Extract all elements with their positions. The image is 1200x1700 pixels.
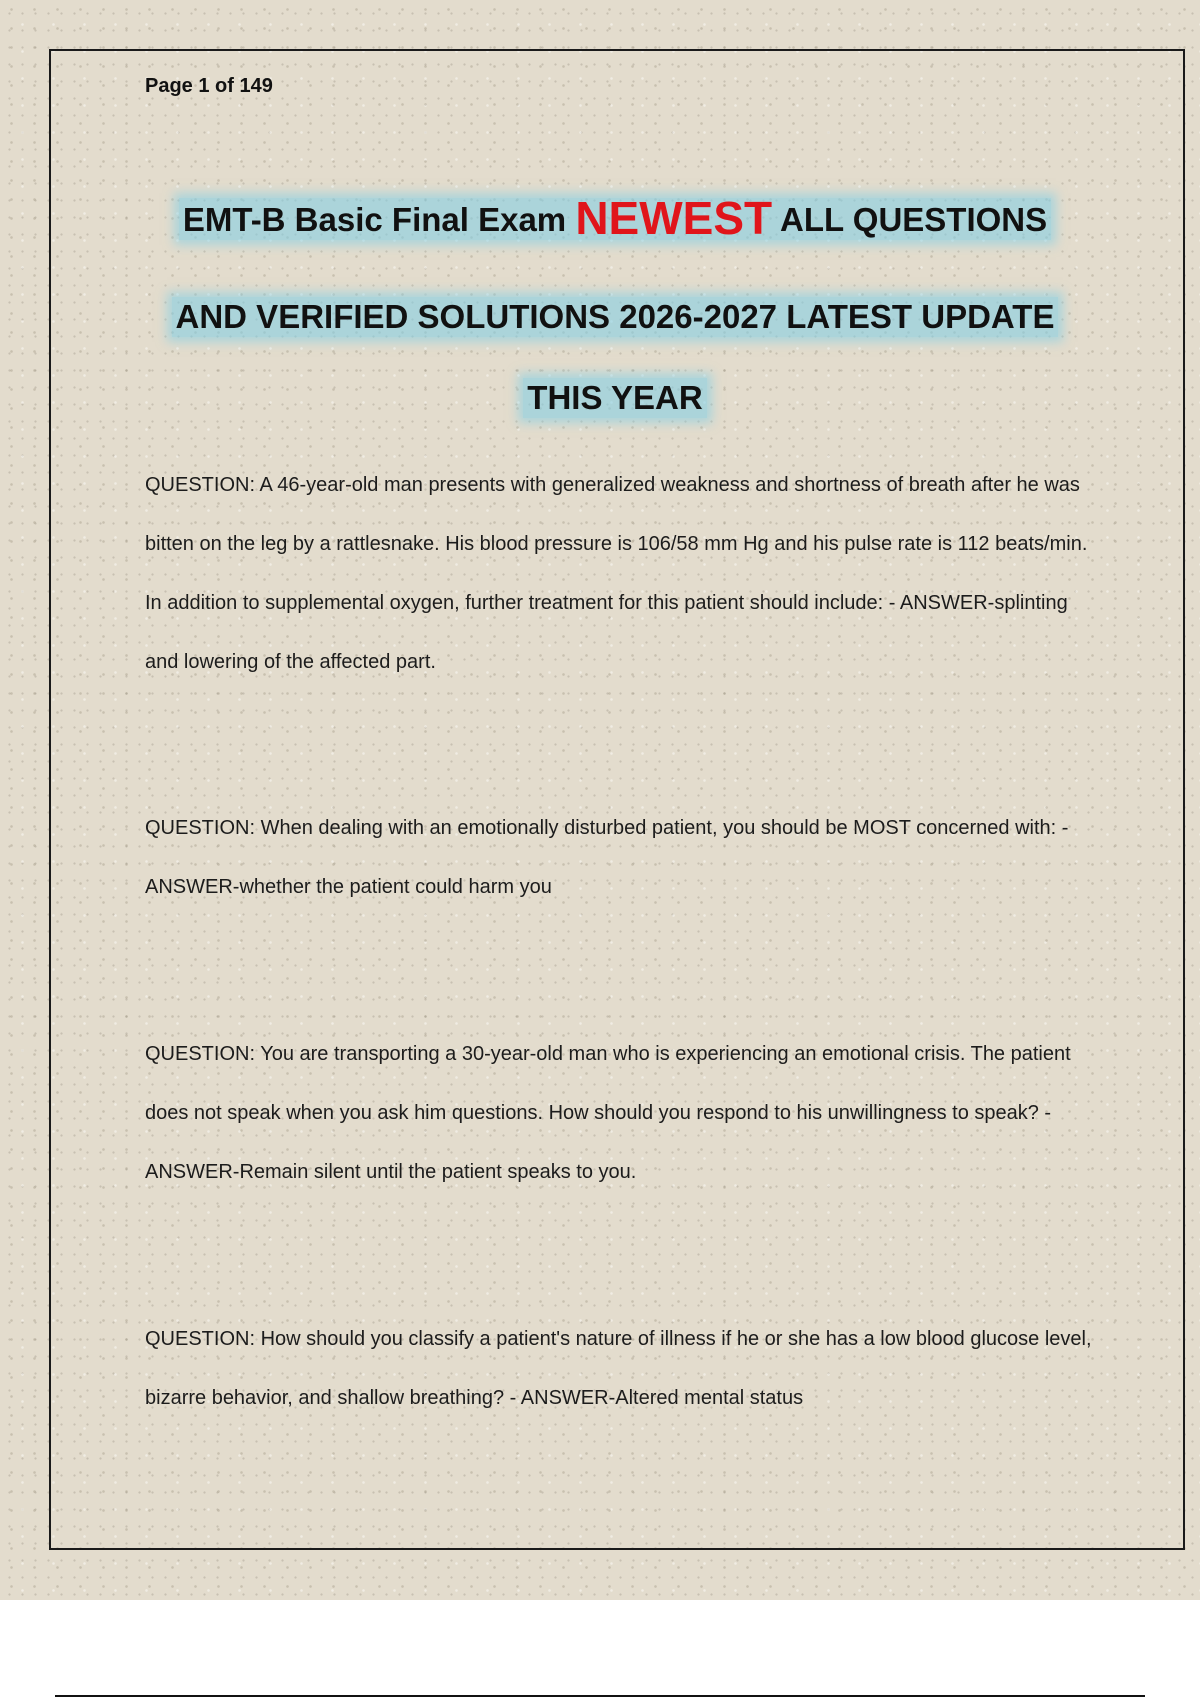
title-line-3 bbox=[100, 378, 1130, 418]
footer-divider bbox=[55, 1695, 1145, 1697]
title-text-part-1: EMT-B Basic Final Exam bbox=[182, 201, 576, 238]
question-answer-3: QUESTION: You are transporting a 30-year-old man who is experiencing an emotional crisis. The patient does not speak when you ask him questions. How should you respond to his unwillingness to speak? - ANSWER-Remain silent until the patient speaks to you. bbox=[145, 1043, 1071, 1183]
question-answer-4: QUESTION: How should you classify a patient's nature of illness if he or she has a low blood glucose level, bizarre behavior, and shallow breathing? - ANSWER-Altered mental status bbox=[145, 1328, 1092, 1409]
title-line-1 bbox=[100, 192, 1130, 244]
question-answer-1: QUESTION: A 46-year-old man presents with generalized weakness and shortness of breath after he was bitten on the leg by a rattlesnake. His blood pressure is 106/58 mm Hg and his pulse rate is 112 beats/min. In addition to supplemental oxygen, further treatment for this patient should include: - ANSWER-splinting and lowering of the affected part. bbox=[145, 474, 1088, 673]
title-line-3-text: THIS YEAR bbox=[523, 378, 706, 418]
question-answer-2: QUESTION: When dealing with an emotionally disturbed patient, you should be MOST concerned with: - ANSWER-whether the patient could harm you bbox=[145, 817, 1069, 898]
title-line-2 bbox=[100, 297, 1130, 337]
title-line-1-highlight bbox=[179, 192, 1051, 244]
title-text-part-2: ALL QUESTIONS bbox=[772, 201, 1048, 238]
title-line-2-text: AND VERIFIED SOLUTIONS 2026-2027 LATEST UPDATE bbox=[172, 297, 1059, 337]
page-number: Page 1 of 149 bbox=[145, 75, 273, 97]
title-newest-word: NEWEST bbox=[575, 192, 773, 244]
